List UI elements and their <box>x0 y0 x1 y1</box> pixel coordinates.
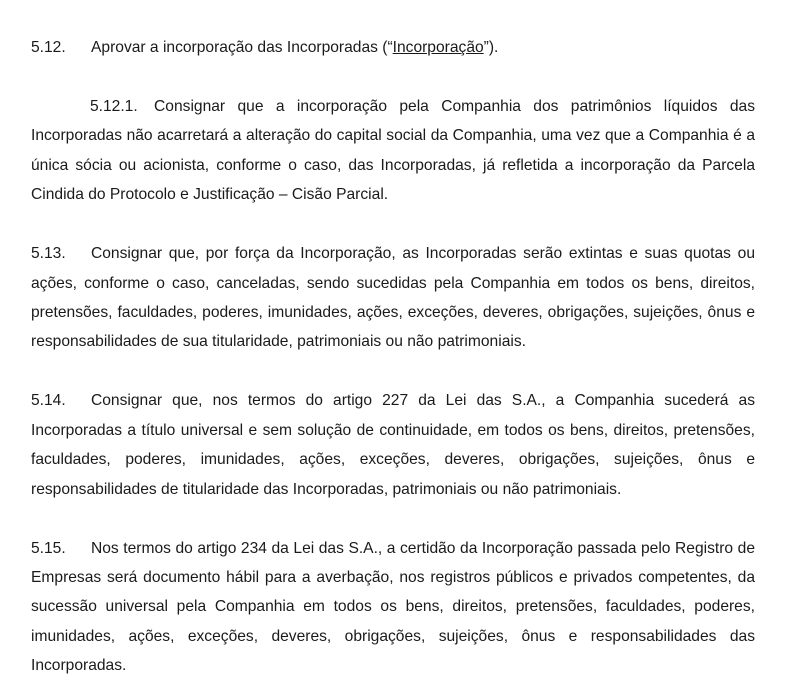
clause-5-12 <box>31 33 755 62</box>
paragraph-gap <box>31 504 755 534</box>
clause-text: Consignar que a incorporação pela Companhia dos patrimônios líquidos das Incorporadas não acarretará a alteração do capital social da Companhia, uma vez que a Companhia é a única sócia ou acionista, conforme o caso, das Incorporadas, já refletida a incorporação da Parcela Cindida do Protocolo e Justificação – Cisão Parcial. <box>31 98 755 204</box>
clause-5-13 <box>31 239 755 357</box>
clause-number: 5.15. <box>31 539 66 557</box>
clause-number: 5.12.1. <box>90 98 138 115</box>
paragraph-gap <box>31 210 755 240</box>
clause-text: Consignar que, por força da Incorporação, as Incorporadas serão extintas e suas quotas ou ações, conforme o caso, canceladas, sendo sucedidas pela Companhia em todos os bens, direitos, pretensões, faculdades, poderes, imunidades, ações, exceções, deveres, obrigações, sujeições, ônus e responsabilidades de sua titularidade, patrimoniais ou não patrimoniais. <box>31 245 755 351</box>
clause-5-15 <box>31 534 755 681</box>
clause-number: 5.12. <box>31 39 66 56</box>
clause-number: 5.13. <box>31 245 66 263</box>
paragraph-gap <box>31 357 755 387</box>
clause-text: Nos termos do artigo 234 da Lei das S.A., a certidão da Incorporação passada pelo Registro de Empresas será documento hábil para a averbação, nos registros públicos e privados competentes, da sucessão universal pela Companhia em todos os bens, direitos, pretensões, faculdades, poderes, imunidades, ações, exceções, deveres, obrigações, sujeições, ônus e responsabilidades das Incorporadas. <box>31 539 755 675</box>
paragraph-gap <box>31 62 755 92</box>
clause-text-before: Aprovar a incorporação das Incorporadas (“ <box>91 39 393 56</box>
clause-5-14 <box>31 386 755 504</box>
clause-number: 5.14. <box>31 392 66 410</box>
defined-term: Incorporação <box>392 39 484 56</box>
clause-text-after: ”). <box>483 39 499 56</box>
clause-text: Consignar que, nos termos do artigo 227 da Lei das S.A., a Companhia sucederá as Incorporadas a título universal e sem solução de continuidade, em todos os bens, direitos, pretensões, faculdades, poderes, imunidades, ações, exceções, deveres, obrigações, sujeições, ônus e responsabilidades de titularidade das Incorporadas, patrimoniais ou não patrimoniais. <box>31 392 755 498</box>
document-body <box>31 33 755 681</box>
clause-5-12-1 <box>31 92 755 210</box>
